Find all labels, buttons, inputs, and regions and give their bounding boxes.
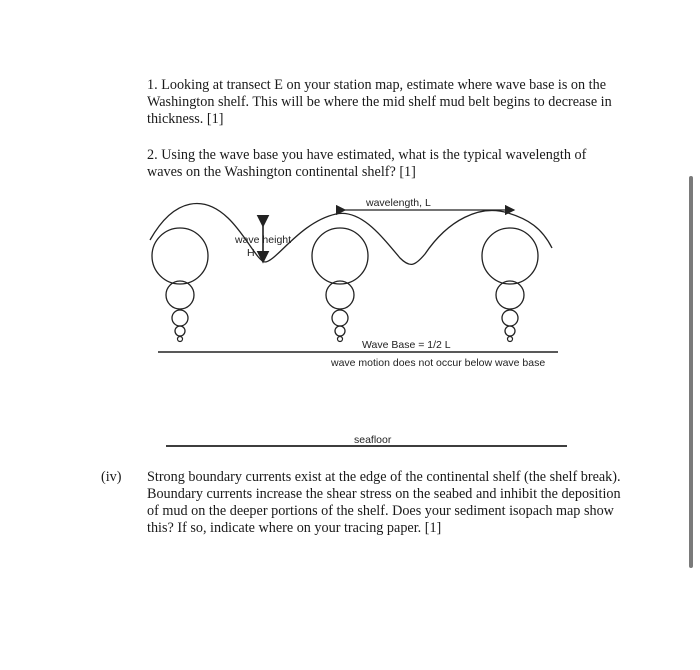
orbital-circle bbox=[496, 281, 524, 309]
seafloor-label: seafloor bbox=[354, 434, 392, 446]
wavelength-label: wavelength, L bbox=[366, 197, 431, 209]
question-1-text: 1. Looking at transect E on your station map, estimate where wave base is on the Washington shelf. This will be where the mid shelf mud belt begins to decrease in thickness. [1] bbox=[147, 77, 612, 127]
wave-height-label: wave height bbox=[235, 234, 292, 246]
orbital-circle bbox=[178, 337, 183, 342]
orbital-circle bbox=[152, 228, 208, 284]
no-wave-motion-label: wave motion does not occur below wave base bbox=[331, 357, 546, 369]
wave-base-label: Wave Base = 1/2 L bbox=[362, 339, 451, 351]
orbital-circle bbox=[508, 337, 513, 342]
question-iv-number: (iv) bbox=[101, 469, 122, 485]
orbital-circle bbox=[505, 326, 515, 336]
orbital-circle bbox=[166, 281, 194, 309]
question-iv-text: Strong boundary currents exist at the edge of the continental shelf (the shelf break). Boundary currents increase the shear stress on the seabed and inhibit the deposition of mud on the deeper portions of the shelf. Does your sediment isopach map show this? If so, indicate where on your tracing paper. [1] bbox=[147, 469, 621, 536]
question-2-text: 2. Using the wave base you have estimated, what is the typical wavelength of waves on the Washington continental shelf? [1] bbox=[147, 147, 587, 180]
orbital-circle bbox=[335, 326, 345, 336]
orbital-circle bbox=[175, 326, 185, 336]
orbital-circle bbox=[502, 310, 518, 326]
orbital-circle bbox=[172, 310, 188, 326]
vertical-scrollbar[interactable] bbox=[689, 176, 693, 568]
orbital-circle bbox=[332, 310, 348, 326]
orbital-circle bbox=[326, 281, 354, 309]
orbital-circle bbox=[338, 337, 343, 342]
wave-height-symbol: H bbox=[247, 247, 255, 259]
orbital-circle bbox=[312, 228, 368, 284]
orbital-circle bbox=[482, 228, 538, 284]
